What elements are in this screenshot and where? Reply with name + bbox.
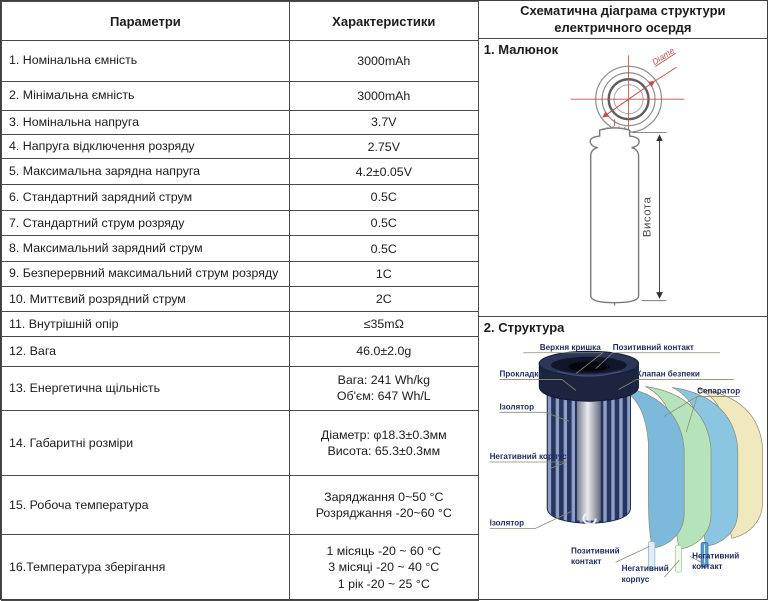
value-line: 3 місяці -20 ~ 40 °C xyxy=(328,560,440,575)
drawing-section xyxy=(479,39,767,317)
value-line: Висота: 65.3±0.3мм xyxy=(327,443,441,458)
value-cell: 46.0±2.0g xyxy=(289,336,478,366)
diagram-panel-title: Схематична діаграма структури електричного осердя xyxy=(479,1,767,39)
diameter-label: Diame xyxy=(649,45,676,67)
param-cell: 8. Максимальний зарядний струм xyxy=(2,236,290,261)
param-cell: 13. Енергетична щільність xyxy=(2,367,290,411)
structure-section xyxy=(479,317,767,599)
value-line: Об'єм: 647 Wh/L xyxy=(336,389,431,404)
label-negative-case-bottom-1: Негативний xyxy=(621,564,669,574)
value-cell: 3000mAh xyxy=(289,41,478,82)
table-row xyxy=(2,312,479,336)
spec-table-body xyxy=(2,41,479,601)
param-cell: 12. Вага xyxy=(2,336,290,366)
param-cell: 3. Номінальна напруга xyxy=(2,110,290,134)
header-row xyxy=(2,2,479,41)
value-cell: 1C xyxy=(289,261,478,286)
label-negative-case: Негативний корпус xyxy=(489,451,567,461)
value-cell: ≤35mΩ xyxy=(289,312,478,336)
param-cell: 9. Безперервний максимальний струм розряду xyxy=(2,261,290,286)
value-cell: 4.2±0.05V xyxy=(289,159,478,184)
cap-assembly xyxy=(539,351,638,401)
structure-section-label: 2. Структура xyxy=(483,320,565,335)
label-insulator-lower: Ізолятор xyxy=(489,518,524,528)
table-row xyxy=(2,81,479,110)
value-column-header: Характеристики xyxy=(289,2,478,41)
table-row xyxy=(2,236,479,261)
param-cell: 2. Мінімальна ємність xyxy=(2,81,290,110)
value-cell: 3000mAh xyxy=(289,81,478,110)
param-cell: 7. Стандартний струм розряду xyxy=(2,211,290,236)
param-cell: 5. Максимальна зарядна напруга xyxy=(2,159,290,184)
label-negative-contact-bottom-1: Негативний xyxy=(691,551,740,561)
value-line: Вага: 241 Wh/kg xyxy=(337,373,430,388)
table-row xyxy=(2,287,479,312)
param-cell: 1. Номінальна ємність xyxy=(2,41,290,82)
spec-table-header xyxy=(2,2,479,41)
table-row xyxy=(2,476,479,535)
table-row xyxy=(2,535,479,601)
value-line: Заряджання 0~50 °C xyxy=(324,490,444,505)
battery-structure-illustration xyxy=(479,317,767,599)
label-positive-contact: Позитивний контакт xyxy=(612,342,694,352)
label-negative-contact-bottom-2: контакт xyxy=(691,562,723,572)
table-row xyxy=(2,110,479,134)
diameter-leader xyxy=(654,67,676,81)
label-positive-contact-bottom-1: Позитивний xyxy=(570,546,620,556)
drawing-section-label: 1. Малюнок xyxy=(483,42,559,57)
table-row xyxy=(2,211,479,236)
height-label: Висота xyxy=(641,196,654,238)
battery-dimension-figure xyxy=(479,39,767,316)
param-cell: 11. Внутрішній опір xyxy=(2,312,290,336)
label-top-cap: Верхня кришка xyxy=(539,342,601,352)
table-row xyxy=(2,367,479,411)
table-row xyxy=(2,336,479,366)
diagram-panel xyxy=(479,1,767,599)
spec-table xyxy=(1,1,479,601)
value-cell: 2C xyxy=(289,287,478,312)
battery-outline xyxy=(590,128,639,303)
label-insulator-upper: Ізолятор xyxy=(499,402,534,412)
value-line: Розряджання -20~60 °C xyxy=(315,506,452,521)
table-row xyxy=(2,135,479,159)
table-row xyxy=(2,159,479,184)
negative-case-tab xyxy=(675,545,681,572)
table-row xyxy=(2,184,479,210)
param-cell: 10. Миттєвий розрядний струм xyxy=(2,287,290,312)
table-row xyxy=(2,261,479,286)
value-cell: 3.7V xyxy=(289,110,478,134)
value-line: 1 місяць -20 ~ 60 °C xyxy=(326,544,442,559)
table-row xyxy=(2,41,479,82)
value-line: 1 рік -20 ~ 25 °C xyxy=(337,576,430,591)
param-cell: 15. Робоча температура xyxy=(2,476,290,535)
value-cell xyxy=(289,535,478,601)
param-cell: 6. Стандартний зарядний струм xyxy=(2,184,290,210)
value-line: Діаметр: φ18.3±0.3мм xyxy=(320,427,447,442)
value-cell xyxy=(289,476,478,535)
value-cell: 0.5C xyxy=(289,211,478,236)
value-cell xyxy=(289,410,478,476)
value-cell: 2.75V xyxy=(289,135,478,159)
unrolled-layers xyxy=(618,387,762,573)
label-negative-case-bottom-2: корпус xyxy=(621,575,650,585)
value-cell xyxy=(289,367,478,411)
value-cell: 0.5C xyxy=(289,236,478,261)
value-cell: 0.5C xyxy=(289,184,478,210)
param-column-header: Параметри xyxy=(2,2,290,41)
label-separator: Сепаратор xyxy=(696,386,740,396)
label-safety-valve: Клапан безпеки xyxy=(636,369,700,379)
param-cell: 16.Температура зберігання xyxy=(2,535,290,601)
label-positive-contact-bottom-2: контакт xyxy=(570,557,602,567)
param-cell: 4. Напруга відключення розряду xyxy=(2,135,290,159)
table-row xyxy=(2,410,479,476)
leader-positive-contact-bottom xyxy=(615,546,649,562)
battery-side-view xyxy=(590,119,666,311)
param-cell: 14. Габаритні розміри xyxy=(2,410,290,476)
label-gasket: Прокладка xyxy=(499,369,543,379)
